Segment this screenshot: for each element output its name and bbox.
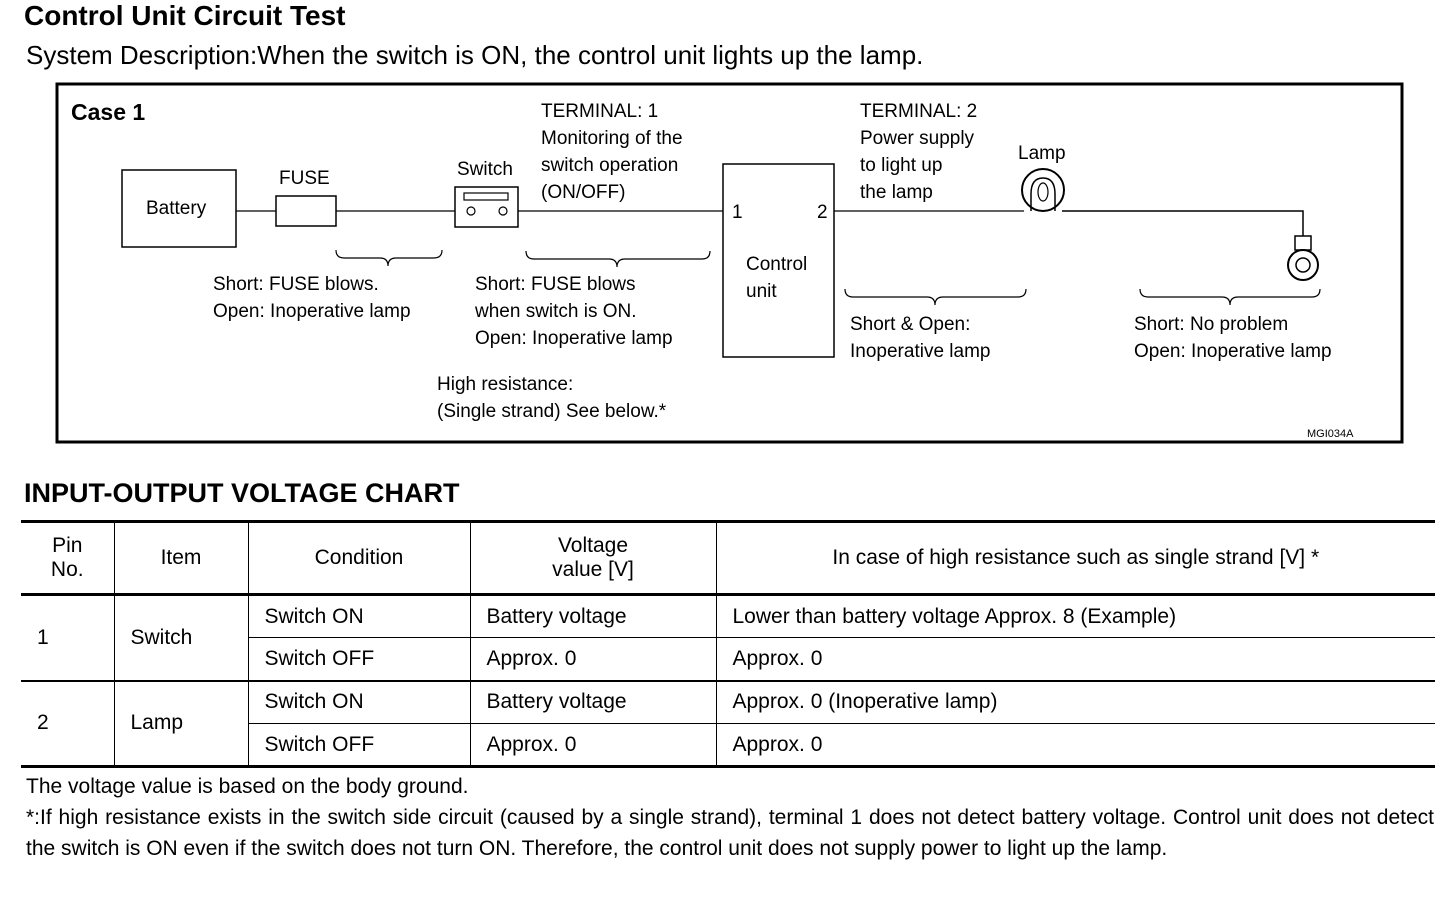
terminal1-line4: (ON/OFF) [541, 182, 626, 203]
fuse-label: FUSE [279, 168, 330, 189]
pin2-label: 2 [817, 202, 828, 223]
brace-fuse-switch [336, 250, 442, 266]
page-title: Control Unit Circuit Test [24, 0, 346, 31]
lamp-bulb [1022, 169, 1064, 211]
footnote: *:If high resistance exists in the switch side circuit (caused by a single strand), terminal 1 does not detect battery voltage. Control unit does not detect the switch is ON even if the switch does not turn ON. Therefore, the control unit does not supply power to light up the lamp. [26, 806, 1434, 860]
header-voltage-line2: value [V] [552, 558, 634, 581]
high-resistance-cell: Approx. 0 [716, 638, 1435, 681]
lamp-filament-loop [1038, 183, 1048, 201]
condition-cell: Switch OFF [248, 638, 470, 681]
ground-ring-inner [1296, 258, 1310, 272]
high-resistance-cell: Approx. 0 [716, 724, 1435, 767]
ground-ring-outer [1288, 250, 1318, 280]
pin1-label: 1 [732, 202, 743, 223]
voltage-cell: Approx. 0 [470, 724, 716, 767]
switch-note-line3: Open: Inoperative lamp [475, 328, 673, 349]
header-condition: Condition [248, 522, 470, 595]
switch-note-line2: when switch is ON. [475, 301, 637, 322]
ground-note-line1: Short: No problem [1134, 314, 1289, 335]
fuse-symbol [276, 196, 336, 226]
chart-title: INPUT-OUTPUT VOLTAGE CHART [24, 478, 460, 508]
diagram-frame [57, 84, 1402, 442]
high-resistance-line2: (Single strand) See below.* [437, 401, 667, 422]
switch-note-line1: Short: FUSE blows [475, 274, 636, 295]
switch-contact-bar [464, 193, 508, 200]
terminal1-line1: TERMINAL: 1 [541, 101, 659, 122]
condition-cell: Switch ON [248, 681, 470, 724]
system-description: System Description:When the switch is ON, the control unit lights up the lamp. [26, 40, 924, 70]
header-pin-line1: Pin [52, 534, 83, 557]
ground-note-line2: Open: Inoperative lamp [1134, 341, 1332, 362]
condition-cell: Switch OFF [248, 724, 470, 767]
lamp-side-note-line2: Inoperative lamp [850, 341, 991, 362]
fuse-note-line2: Open: Inoperative lamp [213, 301, 411, 322]
header-item: Item [114, 522, 248, 595]
header-voltage-line1: Voltage [557, 534, 629, 557]
terminal2-line3: to light up [860, 155, 943, 176]
condition-cell: Switch ON [248, 595, 470, 638]
voltage-cell: Approx. 0 [470, 638, 716, 681]
header-voltage [470, 522, 716, 595]
pin-cell: 2 [21, 681, 114, 767]
lamp-side-note-line1: Short & Open: [850, 314, 971, 335]
high-resistance-line1: High resistance: [437, 374, 574, 395]
terminal1-line3: switch operation [541, 155, 679, 176]
terminal2-line1: TERMINAL: 2 [860, 101, 978, 122]
body-ground-note: The voltage value is based on the body ground. [26, 775, 469, 798]
brace-control-lamp [845, 289, 1026, 305]
control-unit-line2: unit [746, 281, 777, 302]
switch-contact-right [499, 207, 507, 215]
table-row [21, 595, 1435, 638]
high-resistance-cell: Approx. 0 (Inoperative lamp) [716, 681, 1435, 724]
notes [26, 771, 1434, 864]
brace-switch-control [526, 251, 710, 267]
switch-label: Switch [457, 159, 513, 180]
brace-lamp-ground [1140, 289, 1320, 305]
header-pin [21, 522, 114, 595]
voltage-chart-table [21, 520, 1435, 768]
high-resistance-cell: Lower than battery voltage Approx. 8 (Example) [716, 595, 1435, 638]
case-label: Case 1 [71, 99, 146, 125]
terminal2-line4: the lamp [860, 182, 933, 203]
switch-contact-left [467, 207, 475, 215]
pin-cell: 1 [21, 595, 114, 681]
terminal2-line2: Power supply [860, 128, 975, 149]
lamp-label: Lamp [1018, 143, 1066, 164]
header-pin-line2: No. [50, 558, 84, 581]
battery-label: Battery [146, 198, 207, 219]
item-cell: Switch [114, 595, 248, 681]
control-unit-line1: Control [746, 254, 808, 275]
item-cell: Lamp [114, 681, 248, 767]
wire-lamp-ground [1062, 211, 1303, 236]
table-header-row [21, 522, 1435, 595]
fuse-note-line1: Short: FUSE blows. [213, 274, 379, 295]
ground-terminal [1295, 236, 1311, 250]
table-row [21, 681, 1435, 724]
figure-code: MGI034A [1307, 428, 1354, 440]
header-high-resistance: In case of high resistance such as single strand [V] * [716, 522, 1435, 595]
voltage-cell: Battery voltage [470, 681, 716, 724]
terminal1-line2: Monitoring of the [541, 128, 683, 149]
voltage-cell: Battery voltage [470, 595, 716, 638]
